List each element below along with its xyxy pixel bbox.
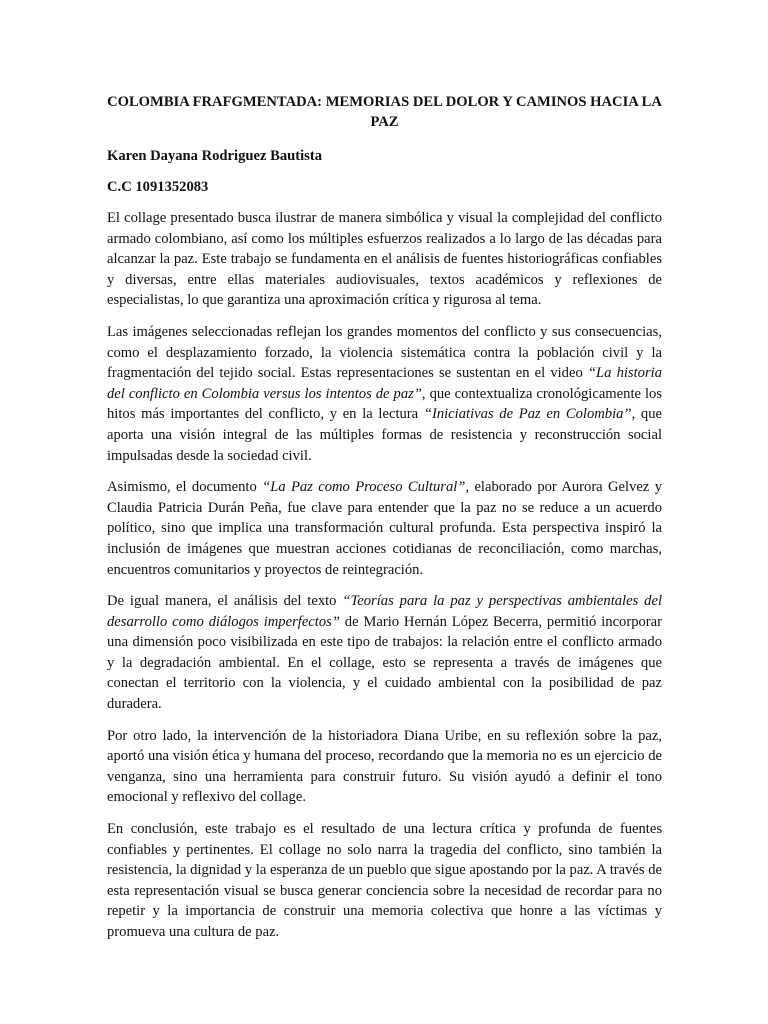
paragraph-text: Por otro lado, la intervención de la historiadora Diana Uribe, en su reflexión sobre la paz, aportó una visión ética y humana del proceso, recordando que la memoria no es un ejercicio de venganza, sino una herramienta para construir futuro. Su visión ayudó a definir el tono emocional y reflexivo del collage. — [107, 727, 662, 806]
paragraph-culture — [107, 477, 662, 580]
paragraph-images — [107, 322, 662, 466]
paragraph-intro — [107, 208, 662, 311]
paragraph-historian — [107, 726, 662, 808]
paragraph-text: , que contextualiza cronológicamente los hitos más importantes del conflicto, y en la lectura — [107, 385, 662, 423]
paragraph-environment — [107, 591, 662, 715]
cited-document-title: “La Paz como Proceso Cultural” — [262, 479, 466, 496]
cited-reading-title: “Iniciativas de Paz en Colombia” — [423, 406, 632, 423]
paragraph-text: En conclusión, este trabajo es el resultado de una lectura crítica y profunda de fuentes confiables y pertinentes. El collage no solo narra la tragedia del conflicto, sino también la resistencia, la dignidad y la esperanza de un pueblo que sigue apostando por la paz. A través de esta representación visual se busca generar conciencia sobre la necesidad de recordar para no repetir y la importancia de construir una memoria colectiva que honre a las víctimas y promueva una cultura de paz. — [107, 821, 662, 940]
cited-video-title: “La historia del conflicto en Colombia versus los intentos de paz” — [107, 365, 662, 402]
paragraph-conclusion — [107, 819, 662, 943]
paragraph-text: de Mario Hernán López Becerra, permitió incorporar una dimensión poco visibilizada en este tipo de trabajos: la relación entre el conflicto armado y la degradación ambiental. En el collage, esto se representa a través de imágenes que conectan el territorio con la violencia, y el cuidado ambiental con la posibilidad de paz duradera. — [107, 613, 662, 713]
id-number: C.C 1091352083 — [107, 179, 209, 195]
paragraph-text: De igual manera, el análisis del texto — [107, 593, 343, 610]
author-name: Karen Dayana Rodriguez Bautista — [107, 148, 322, 164]
paragraph-text: , que aporta una visión integral de las múltiples formas de resistencia y reconstrucción social impulsadas desde la sociedad civil. — [107, 406, 662, 464]
paragraph-text: El collage presentado busca ilustrar de manera simbólica y visual la complejidad del conflicto armado colombiano, así como los múltiples esfuerzos realizados a lo largo de las décadas para alcanzar la paz. Este trabajo se fundamenta en el análisis de fuentes historiográficas confiables y diversas, entre ellas materiales audiovisuales, textos académicos y reflexiones de especialistas, lo que garantiza una aproximación crítica y rigurosa al tema. — [107, 210, 662, 309]
document-title: COLOMBIA FRAFGMENTADA: MEMORIAS DEL DOLOR Y CAMINOS HACIA LA PAZ — [107, 94, 662, 130]
paragraph-text: , elaborado por Aurora Gelvez y Claudia Patricia Durán Peña, fue clave para entender que la paz no se reduce a un acuerdo político, sino que implica una transformación cultural profunda. Esta perspectiva inspiró la inclusión de imágenes que muestran acciones cotidianas de reconciliación, como marchas, encuentros comunitarios y proyectos de reintegración. — [107, 479, 662, 578]
paragraph-text: Las imágenes seleccionadas reflejan los grandes momentos del conflicto y sus consecuencias, como el desplazamiento forzado, la violencia sistemática contra la población civil y la fragmentación del tejido social. Estas representaciones se sustentan en el video — [107, 323, 662, 382]
paragraph-text: Asimismo, el documento — [107, 479, 263, 496]
document-page — [107, 92, 662, 954]
cited-text-title: “Teorías para la paz y perspectivas ambientales del desarrollo como diálogos imperfectos” — [107, 593, 662, 630]
